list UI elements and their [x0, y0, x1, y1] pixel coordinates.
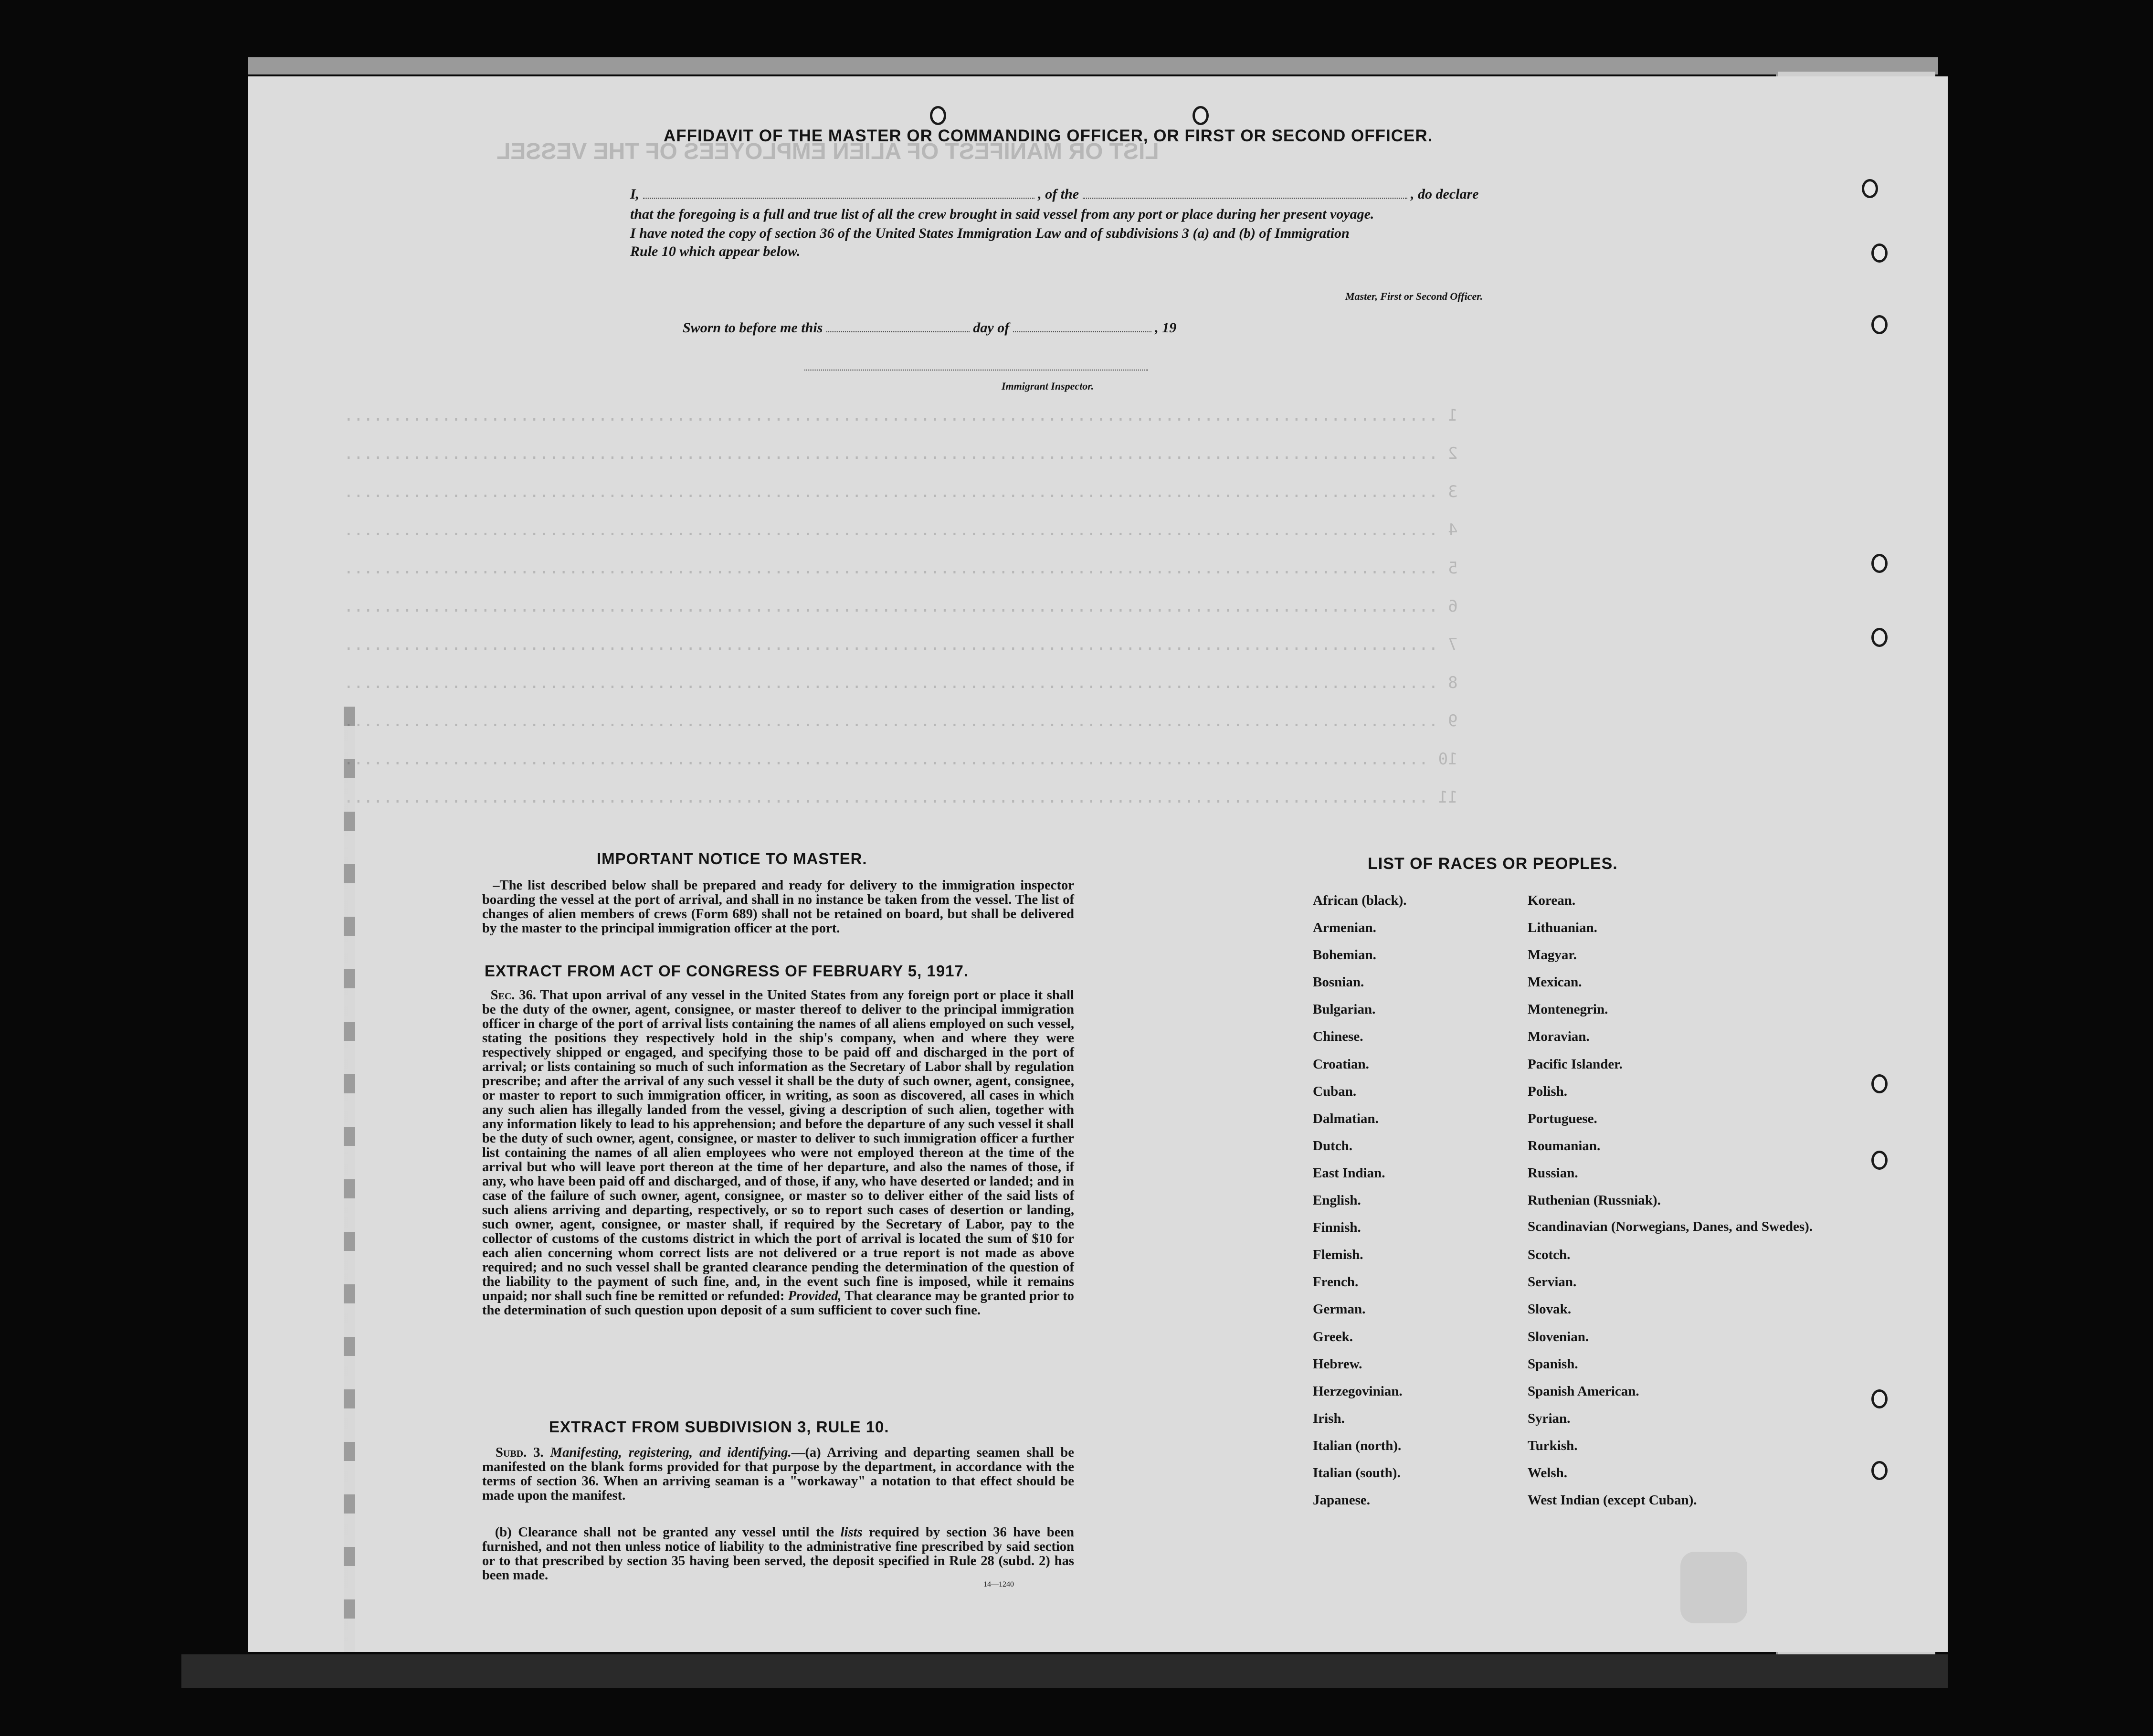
race-item: Italian (north).: [1313, 1438, 1402, 1453]
race-item: English.: [1313, 1193, 1361, 1208]
race-item: Japanese.: [1313, 1493, 1371, 1508]
race-item: Pacific Islander.: [1528, 1056, 1623, 1072]
section-text-end: That clearance may be granted prior to the determination of such question upon deposit of a sum sufficient to cover such fine.: [482, 1289, 1074, 1318]
race-item: East Indian.: [1313, 1165, 1385, 1181]
officer-name-blank: [643, 187, 1034, 199]
notice-title: IMPORTANT NOTICE TO MASTER.: [597, 850, 867, 868]
race-item: Scandinavian (Norwegians, Danes, and Swedes).: [1528, 1219, 1813, 1235]
punch-hole: [1871, 1389, 1888, 1408]
rule-para-b-lists: lists: [840, 1525, 863, 1540]
race-item: Ruthenian (Russniak).: [1528, 1193, 1661, 1208]
race-item: Welsh.: [1528, 1465, 1567, 1481]
film-frame-bottom: [181, 1654, 1948, 1688]
notice-body-text: The list described below shall be prepared and ready for delivery to the immigration inspector boarding the vessel at the port of arrival, and shall in no instance be taken from the vessel. The list of changes of alien members of crews (Form 689) shall not be retained on board, but shall be delivered by the master to the principal immigration officer at the port.: [482, 878, 1075, 936]
punch-hole: [1871, 1461, 1888, 1480]
race-item: Dutch.: [1313, 1138, 1352, 1154]
race-item: Russian.: [1528, 1165, 1578, 1181]
sworn-line: [683, 320, 1176, 336]
race-item: Italian (south).: [1313, 1465, 1401, 1481]
subd-heading: Manifesting, registering, and identifying.: [550, 1445, 792, 1460]
race-item: Spanish American.: [1528, 1383, 1639, 1399]
sworn-day-blank: [826, 321, 970, 332]
race-item: West Indian (except Cuban).: [1528, 1493, 1697, 1508]
race-item: Armenian.: [1313, 920, 1376, 936]
races-right-column: [1528, 893, 1813, 1520]
punch-hole: [1871, 1074, 1888, 1093]
race-item: Finnish.: [1313, 1220, 1361, 1236]
punch-hole: [1871, 1151, 1888, 1170]
race-item: Mexican.: [1528, 974, 1582, 990]
bleed-through-row: 10 ...............................................................................................................: [344, 750, 1458, 769]
rule-para-a-text: —(a) Arriving and departing seamen shall be manifested on the blank forms provided for that purpose by the department, in accordance with the terms of section 36. When an arriving seaman is a "workaway" a notation to that effect should be made upon the manifest.: [482, 1445, 1074, 1503]
bleed-through-title: LIST OR MANIFEST OF ALIEN EMPLOYEES OF THE VESSEL: [496, 139, 1159, 164]
race-item: Servian.: [1528, 1274, 1577, 1290]
race-item: Portuguese.: [1528, 1111, 1597, 1126]
race-item: Spanish.: [1528, 1356, 1578, 1372]
punch-hole: [1871, 243, 1888, 263]
ink-stamp: [1680, 1552, 1747, 1623]
race-item: Slovak.: [1528, 1302, 1572, 1317]
race-item: Greek.: [1313, 1329, 1353, 1344]
race-item: Bosnian.: [1313, 974, 1364, 990]
bleed-through-row: 6 ................................................................................................................: [344, 597, 1458, 616]
rule-para-b: [482, 1525, 1074, 1583]
bleed-through-row: 8 ................................................................................................................: [344, 673, 1458, 692]
race-item: Lithuanian.: [1528, 920, 1597, 936]
film-frame-top: [248, 57, 1938, 74]
race-item: Flemish.: [1313, 1247, 1363, 1263]
race-item: Slovenian.: [1528, 1329, 1589, 1344]
race-item: Scotch.: [1528, 1247, 1571, 1263]
master-signature-label: Master, First or Second Officer.: [1345, 290, 1483, 302]
bleed-through-row: 2 ................................................................................................................: [344, 444, 1458, 463]
race-item: French.: [1313, 1274, 1359, 1290]
race-item: Bohemian.: [1313, 947, 1376, 963]
provided-word: Provided,: [788, 1289, 842, 1303]
race-item: Herzegovinian.: [1313, 1383, 1403, 1399]
punch-hole: [930, 106, 946, 125]
section-text: That upon arrival of any vessel in the United States from any foreign port or place it shall be the duty of the owner, agent, consignee, or master thereof to deliver to the principal immigration officer in charge of the port of arrival lists containing the names of all aliens employed on such vessel, stating the positions they respectively hold in the ship's company, when and where they were respectively shipped or engaged, and specifying those to be paid off and discharged in the port of arrival; or lists containing so much of such information as the Secretary of Labor shall by regulation prescribe; and after the arrival of any such vessel it shall be the duty of such owner, agent, consignee, or master to report to such immigration officer, in writing, as soon as discovered, all cases in which any such alien has illegally landed from the vessel, giving a description of such alien, together with any information likely to lead to his apprehension; and before the departure of any such vessel it shall be the duty of such owner, agent, consignee, or master to deliver to such immigration officer a further list containing the names of all alien employees who were not employed thereon at the time of the arrival but who will leave port thereon at the time of her departure, and also the names of those, if any, who have been paid off and discharged, and of those, if any, who have deserted or landed; and in case of the failure of such owner, agent, consignee, or master so to deliver either of the said lists of such aliens arriving and departing, respectively, or so to report such cases of desertion or landing, such owner, agent, consignee, or master shall, if required by the Secretary of Labor, pay to the collector of customs of the customs district in which the port of arrival is located the sum of $10 for each alien concerning whom correct lists are not delivered or a true report is not made as above required; and no such vessel shall be granted clearance pending the determination of the question of the liability to the payment of such fine, and, in the event such fine is imposed, while it remains unpaid; nor shall such fine be remitted or refunded:: [482, 988, 1074, 1303]
race-item: Montenegrin.: [1528, 1002, 1608, 1017]
affidavit-line-2: that the foregoing is a full and true list of all the crew brought in said vessel from any port or place during her present voyage.: [630, 206, 1374, 222]
punch-hole: [1862, 179, 1878, 198]
bleed-through-row: 7 ................................................................................................................: [344, 635, 1458, 654]
races-left-column: [1313, 893, 1407, 1520]
sworn-label: Sworn to before me this: [683, 320, 823, 336]
punch-hole: [1871, 554, 1888, 573]
bleed-through-row: 3 ................................................................................................................: [344, 482, 1458, 501]
binder-edge: [344, 707, 355, 1652]
bleed-through-row: 11 ...............................................................................................................: [344, 788, 1458, 807]
race-item: Croatian.: [1313, 1056, 1369, 1072]
rule-para-b-start: (b) Clearance shall not be granted any vessel until the: [495, 1525, 834, 1540]
section-lead: Sec. 36.: [490, 988, 536, 1003]
extract-rule-title: EXTRACT FROM SUBDIVISION 3, RULE 10.: [549, 1418, 889, 1436]
rule-para-a: [482, 1446, 1074, 1503]
race-item: Syrian.: [1528, 1410, 1571, 1426]
race-item: Polish.: [1528, 1083, 1567, 1099]
inspector-signature-line: [804, 369, 1148, 370]
punch-hole: [1871, 628, 1888, 647]
race-item: Dalmatian.: [1313, 1111, 1379, 1126]
bleed-through-row: 5 ................................................................................................................: [344, 559, 1458, 578]
sworn-month-blank: [1013, 321, 1151, 332]
race-item: Irish.: [1313, 1410, 1345, 1426]
race-item: Korean.: [1528, 893, 1576, 908]
affidavit-line-4: Rule 10 which appear below.: [630, 243, 801, 259]
affidavit-title: AFFIDAVIT OF THE MASTER OR COMMANDING OFFICER, OR FIRST OR SECOND OFFICER.: [664, 127, 1433, 145]
declaration-i: I,: [630, 186, 640, 202]
race-item: Moravian.: [1528, 1029, 1590, 1045]
subd-lead: Subd. 3.: [495, 1445, 544, 1460]
punch-hole: [1193, 106, 1209, 125]
rule-para-b-end: required by section 36 have been furnished, and not then unless notice of liability to the administrative fine prescribed by said section or to that prescribed by section 35 having been served, the deposit specified in Rule 28 (subd. 2) has been made.: [482, 1525, 1074, 1583]
race-item: German.: [1313, 1302, 1366, 1317]
year-label: , 19: [1155, 320, 1177, 336]
race-item: Bulgarian.: [1313, 1002, 1376, 1017]
race-item: Roumanian.: [1528, 1138, 1601, 1154]
vessel-name-blank: [1083, 187, 1407, 199]
document-page: [248, 76, 1948, 1652]
race-item: Magyar.: [1528, 947, 1577, 963]
form-number: 14—1240: [983, 1580, 1014, 1588]
bleed-through-row: 9 ................................................................................................................: [344, 711, 1458, 730]
inspector-label: Immigrant Inspector.: [1002, 380, 1094, 392]
declaration-of-the: , of the: [1038, 186, 1079, 202]
extract-act-body: [482, 988, 1074, 1318]
declaration-declare: , do declare: [1411, 186, 1479, 202]
race-item: Cuban.: [1313, 1083, 1357, 1099]
race-item: Chinese.: [1313, 1029, 1363, 1045]
bleed-through-row: 1 ................................................................................................................: [344, 406, 1458, 425]
race-item: Turkish.: [1528, 1438, 1578, 1453]
affidavit-declaration-line: [630, 186, 1478, 202]
bleed-through-row: 4 ................................................................................................................: [344, 520, 1458, 540]
extract-act-title: EXTRACT FROM ACT OF CONGRESS OF FEBRUARY 5, 1917.: [485, 962, 969, 980]
day-of-label: day of: [973, 320, 1010, 336]
punch-hole: [1871, 315, 1888, 334]
affidavit-line-3: I have noted the copy of section 36 of the United States Immigration Law and of subdivisions 3 (a) and (b) of Immigration: [630, 225, 1350, 241]
race-item: Hebrew.: [1313, 1356, 1362, 1372]
notice-body: –The list described below shall be prepared and ready for delivery to the immigration inspector boarding the vessel at the port of arrival, and shall in no instance be taken from the vessel. The list of changes of alien members of crews (Form 689) shall not be retained on board, but shall be delivered by the master to the principal immigration officer at the port.: [482, 878, 1075, 936]
race-item: African (black).: [1313, 893, 1407, 908]
races-title: LIST OF RACES OR PEOPLES.: [1368, 855, 1618, 873]
